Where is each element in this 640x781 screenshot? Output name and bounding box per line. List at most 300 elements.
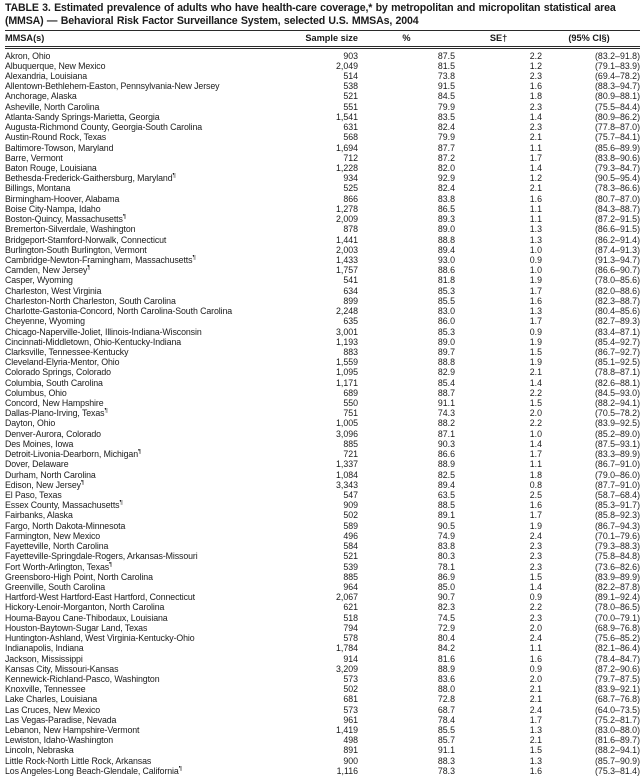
se-cell: 1.6 (529, 295, 542, 306)
sample-size-cell: 635 (343, 316, 358, 327)
table-row (5, 296, 640, 306)
sample-size-cell: 518 (343, 612, 358, 623)
se-cell: 1.9 (529, 357, 542, 368)
ci-cell: (80.9–88.1) (595, 91, 640, 102)
percent-cell: 93.0 (437, 254, 455, 265)
mmsa-cell: Durham, North Carolina (5, 469, 96, 480)
mmsa-cell: Fargo, North Dakota-Minnesota (5, 520, 126, 531)
ci-cell: (75.3–81.4) (595, 765, 640, 776)
sample-size-cell: 578 (343, 633, 358, 644)
mmsa-cell: Des Moines, Iowa (5, 438, 74, 449)
ci-cell: (75.8–84.8) (595, 551, 640, 562)
percent-cell: 89.0 (437, 224, 455, 235)
ci-cell: (75.6–85.2) (595, 633, 640, 644)
mmsa-cell: Hartford-West Hartford-East Hartford, Connecticut (5, 592, 196, 603)
table-row (5, 735, 640, 745)
mmsa-cell: Greensboro-High Point, North Carolina (5, 571, 153, 582)
se-cell: 1.3 (529, 306, 542, 317)
ci-cell: (87.4–91.3) (595, 244, 640, 255)
se-cell: 0.9 (529, 326, 542, 337)
se-cell: 1.6 (529, 500, 542, 511)
mmsa-cell: Baltimore-Towson, Maryland (5, 142, 114, 153)
sample-size-cell: 689 (343, 387, 358, 398)
percent-cell: 83.8 (437, 193, 455, 204)
sample-size-cell: 866 (343, 193, 358, 204)
ci-cell: (82.0–88.6) (595, 285, 640, 296)
table-row (5, 265, 640, 275)
sample-size-cell: 521 (343, 91, 358, 102)
table-row (5, 378, 640, 388)
percent-cell: 89.0 (437, 336, 455, 347)
percent-cell: 86.6 (437, 449, 455, 460)
se-cell: 1.5 (529, 398, 542, 409)
mmsa-cell: Lewiston, Idaho-Washington (5, 735, 114, 746)
sample-size-cell: 538 (343, 81, 358, 92)
table-row (5, 316, 640, 326)
footnote-marker: ¶ (172, 173, 176, 180)
mmsa-cell: Birmingham-Hoover, Alabama (5, 193, 120, 204)
mmsa-cell: Bridgeport-Stamford-Norwalk, Connecticut (5, 234, 167, 245)
se-cell: 1.0 (529, 244, 542, 255)
se-cell: 2.1 (529, 132, 542, 143)
table-row (5, 173, 640, 183)
se-cell: 1.4 (529, 438, 542, 449)
se-cell: 2.4 (529, 530, 542, 541)
ci-cell: (83.0–88.0) (595, 725, 640, 736)
sample-size-cell: 900 (343, 755, 358, 766)
ci-cell: (82.6–88.1) (595, 377, 640, 388)
mmsa-cell: Hickory-Lenoir-Morganton, North Carolina (5, 602, 165, 613)
sample-size-cell: 568 (343, 132, 358, 143)
sample-size-cell: 899 (343, 295, 358, 306)
sample-size-cell: 1,193 (335, 336, 358, 347)
mmsa-cell: Boston-Quincy, Massachusetts¶ (5, 214, 127, 225)
percent-cell: 82.4 (437, 122, 455, 133)
table-row (5, 235, 640, 245)
table-row (5, 224, 640, 234)
table-header (5, 30, 640, 47)
sample-size-cell: 2,248 (335, 306, 358, 317)
mmsa-cell: Cheyenne, Wyoming (5, 316, 85, 327)
table-row (5, 61, 640, 71)
mmsa-cell: Fairbanks, Alaska (5, 510, 73, 521)
mmsa-cell: Augusta-Richmond County, Georgia-South Carolina (5, 122, 203, 133)
ci-cell: (83.3–89.9) (595, 449, 640, 460)
se-cell: 1.4 (529, 377, 542, 388)
sample-size-cell: 550 (343, 398, 358, 409)
se-cell: 1.6 (529, 193, 542, 204)
table-row (5, 327, 640, 337)
mmsa-cell: Lake Charles, Louisiana (5, 694, 98, 705)
sample-size-cell: 2,049 (335, 60, 358, 71)
sample-size-cell: 3,209 (335, 663, 358, 674)
sample-size-cell: 541 (343, 275, 358, 286)
percent-cell: 74.9 (437, 530, 455, 541)
se-cell: 1.1 (529, 643, 542, 654)
percent-cell: 80.3 (437, 551, 455, 562)
ci-cell: (83.2–91.8) (595, 50, 640, 61)
sample-size-cell: 1,095 (335, 367, 358, 378)
sample-size-cell: 1,005 (335, 418, 358, 429)
ci-cell: (82.1–86.4) (595, 643, 640, 654)
table-row (5, 122, 640, 132)
mmsa-cell: Detroit-Livonia-Dearborn, Michigan¶ (5, 449, 142, 460)
sample-size-cell: 1,116 (336, 765, 358, 776)
table-body (5, 47, 640, 776)
ci-cell: (83.4–87.1) (595, 326, 640, 337)
mmsa-cell: Chicago-Naperville-Joliet, Illinois-Indiana-Wisconsin (5, 326, 202, 337)
table-row (5, 480, 640, 490)
table-row (5, 551, 640, 561)
mmsa-cell: Austin-Round Rock, Texas (5, 132, 107, 143)
percent-cell: 83.8 (437, 541, 455, 552)
table-row (5, 347, 640, 357)
ci-cell: (86.7–94.3) (595, 520, 640, 531)
percent-cell: 81.5 (437, 60, 455, 71)
percent-cell: 74.3 (437, 408, 455, 419)
ci-cell: (77.8–87.0) (595, 122, 640, 133)
mmsa-cell: Farmington, New Mexico (5, 530, 101, 541)
sample-size-cell: 539 (343, 561, 358, 572)
ci-cell: (79.7–87.5) (595, 673, 640, 684)
se-cell: 1.7 (529, 316, 542, 327)
se-cell: 2.1 (529, 183, 542, 194)
sample-size-cell: 794 (343, 622, 358, 633)
se-cell: 1.0 (529, 265, 542, 276)
percent-cell: 78.3 (437, 765, 455, 776)
table-row (5, 766, 640, 776)
table-row (5, 163, 640, 173)
table-row (5, 153, 640, 163)
footnote-marker: ¶ (104, 408, 108, 415)
mmsa-cell: Kennewick-Richland-Pasco, Washington (5, 673, 160, 684)
sample-size-cell: 751 (343, 408, 358, 419)
percent-cell: 89.4 (437, 244, 455, 255)
table-row (5, 275, 640, 285)
table-row (5, 562, 640, 572)
percent-cell: 72.8 (437, 694, 455, 705)
ci-cell: (86.2–91.4) (595, 234, 640, 245)
footnote-marker: ¶ (109, 561, 113, 568)
percent-cell: 74.5 (437, 612, 455, 623)
ci-cell: (83.9–89.9) (595, 571, 640, 582)
ci-cell: (83.8–90.6) (595, 152, 640, 163)
table-row (5, 602, 640, 612)
mmsa-cell: Asheville, North Carolina (5, 101, 100, 112)
ci-cell: (84.5–93.0) (595, 387, 640, 398)
ci-cell: (80.7–87.0) (595, 193, 640, 204)
column-header-sample-size: Sample size (296, 30, 358, 47)
percent-cell: 81.8 (437, 275, 455, 286)
ci-cell: (87.5–93.1) (595, 438, 640, 449)
percent-cell: 91.1 (437, 745, 455, 756)
mmsa-cell: Colorado Springs, Colorado (5, 367, 111, 378)
footnote-marker: ¶ (178, 765, 183, 772)
sample-size-cell: 878 (343, 224, 358, 235)
mmsa-cell: Akron, Ohio (5, 50, 51, 61)
table-row (5, 623, 640, 633)
percent-cell: 88.2 (437, 418, 455, 429)
ci-cell: (85.3–91.7) (595, 500, 640, 511)
footnote-marker: ¶ (122, 214, 127, 221)
percent-cell: 88.5 (437, 500, 455, 511)
se-cell: 2.2 (529, 602, 542, 613)
footnote-marker: ¶ (138, 449, 142, 456)
mmsa-cell: Essex County, Massachusetts¶ (5, 500, 123, 511)
percent-cell: 83.5 (437, 111, 455, 122)
se-cell: 1.4 (529, 163, 542, 173)
percent-cell: 85.0 (437, 581, 455, 592)
sample-size-cell: 681 (343, 694, 358, 705)
se-cell: 1.5 (529, 346, 542, 357)
mmsa-cell: El Paso, Texas (5, 490, 62, 500)
ci-cell: (88.2–94.1) (595, 745, 640, 756)
mmsa-cell: Greenville, South Carolina (5, 581, 106, 592)
table-row (5, 47, 640, 61)
sample-size-cell: 909 (343, 500, 358, 511)
percent-cell: 88.6 (437, 265, 455, 276)
se-cell: 1.1 (529, 203, 542, 214)
table-row (5, 204, 640, 214)
mmsa-cell: Los Angeles-Long Beach-Glendale, California¶ (5, 765, 183, 776)
se-cell: 1.5 (529, 745, 542, 756)
mmsa-cell: Camden, New Jersey¶ (5, 265, 91, 276)
ci-cell: (85.2–89.0) (595, 428, 640, 439)
se-cell: 1.9 (529, 275, 542, 286)
table-row (5, 183, 640, 193)
mmsa-cell: Lebanon, New Hampshire-Vermont (5, 725, 140, 736)
footnote-marker: ¶ (87, 265, 91, 272)
ci-cell: (79.3–88.3) (595, 541, 640, 552)
ci-cell: (75.7–84.1) (595, 132, 640, 143)
mmsa-cell: Kansas City, Missouri-Kansas (5, 663, 119, 674)
se-cell: 0.8 (529, 479, 542, 490)
sample-size-cell: 2,067 (335, 592, 358, 603)
mmsa-cell: Knoxville, Tennessee (5, 684, 86, 695)
se-cell: 1.3 (529, 725, 542, 736)
percent-cell: 72.9 (437, 622, 455, 633)
percent-cell: 87.2 (437, 152, 455, 163)
percent-cell: 84.2 (437, 643, 455, 654)
ci-cell: (87.7–91.0) (595, 479, 640, 490)
mmsa-cell: Houma-Bayou Cane-Thibodaux, Louisiana (5, 612, 168, 623)
table-row (5, 705, 640, 715)
ci-cell: (91.3–94.7) (595, 254, 640, 265)
percent-cell: 85.7 (437, 735, 455, 746)
mmsa-cell: Billings, Montana (5, 183, 71, 194)
table-row (5, 132, 640, 142)
percent-cell: 89.1 (437, 510, 455, 521)
sample-size-cell: 1,441 (335, 234, 358, 245)
table-row (5, 286, 640, 296)
table-row (5, 572, 640, 582)
sample-size-cell: 589 (343, 520, 358, 531)
mmsa-cell: Indianapolis, Indiana (5, 643, 84, 654)
ci-cell: (81.6–89.7) (595, 735, 640, 746)
percent-cell: 90.3 (437, 438, 455, 449)
mmsa-cell: Allentown-Bethlehem-Easton, Pennsylvania-New Jersey (5, 81, 220, 92)
mmsa-cell: Barre, Vermont (5, 152, 63, 163)
percent-cell: 91.1 (437, 398, 455, 409)
percent-cell: 81.6 (437, 653, 455, 664)
header-row (5, 30, 640, 47)
table-row (5, 245, 640, 255)
se-cell: 2.2 (529, 387, 542, 398)
percent-cell: 78.4 (437, 714, 455, 725)
table-row (5, 521, 640, 531)
table-row (5, 306, 640, 316)
percent-cell: 91.5 (437, 81, 455, 92)
se-cell: 1.8 (529, 91, 542, 102)
se-cell: 1.7 (529, 449, 542, 460)
mmsa-cell: Lincoln, Nebraska (5, 745, 74, 756)
table-row (5, 684, 640, 694)
sample-size-cell: 1,784 (335, 643, 358, 654)
percent-cell: 63.5 (437, 490, 455, 500)
ci-cell: (78.3–86.6) (595, 183, 640, 194)
table-row (5, 745, 640, 755)
percent-cell: 88.7 (437, 387, 455, 398)
percent-cell: 68.7 (437, 704, 455, 715)
se-cell: 1.3 (529, 234, 542, 245)
table-row (5, 756, 640, 766)
table-row (5, 408, 640, 418)
se-cell: 2.3 (529, 551, 542, 562)
mmsa-cell: Cleveland-Elyria-Mentor, Ohio (5, 357, 120, 368)
se-cell: 1.4 (529, 111, 542, 122)
sample-size-cell: 1,559 (335, 357, 358, 368)
se-cell: 1.0 (529, 428, 542, 439)
se-cell: 1.1 (529, 214, 542, 225)
percent-cell: 87.5 (437, 50, 455, 61)
footnote-marker: ¶ (192, 254, 196, 262)
sample-size-cell: 712 (343, 152, 358, 163)
percent-cell: 85.5 (437, 725, 455, 736)
percent-cell: 85.3 (437, 285, 455, 296)
table-row (5, 439, 640, 449)
mmsa-cell: Dover, Delaware (5, 459, 69, 470)
sample-size-cell: 934 (343, 173, 358, 184)
ci-cell: (89.1–92.4) (595, 592, 640, 603)
se-cell: 1.6 (529, 765, 542, 776)
ci-cell: (78.8–87.1) (595, 367, 640, 378)
percent-cell: 82.5 (437, 469, 455, 480)
sample-size-cell: 502 (343, 510, 358, 521)
table-row (5, 592, 640, 602)
table-row (5, 194, 640, 204)
column-header-ci: (95% CI§) (542, 30, 640, 47)
percent-cell: 82.9 (437, 367, 455, 378)
ci-cell: (86.7–92.7) (595, 346, 640, 357)
sample-size-cell: 631 (343, 122, 358, 133)
sample-size-cell: 1,433 (335, 254, 358, 265)
table-row (5, 143, 640, 153)
sample-size-cell: 514 (343, 71, 358, 82)
percent-cell: 85.5 (437, 295, 455, 306)
table-row (5, 449, 640, 459)
percent-cell: 88.3 (437, 755, 455, 766)
percent-cell: 88.8 (437, 234, 455, 245)
table-row (5, 388, 640, 398)
ci-cell: (86.6–90.7) (595, 265, 640, 276)
se-cell: 1.8 (529, 469, 542, 480)
mmsa-cell: Bethesda-Frederick-Gaithersburg, Maryland¶ (5, 173, 176, 184)
mmsa-cell: Baton Rouge, Louisiana (5, 163, 97, 173)
ci-cell: (79.3–84.7) (595, 163, 640, 173)
se-cell: 2.0 (529, 408, 542, 419)
sample-size-cell: 634 (343, 285, 358, 296)
sample-size-cell: 1,694 (335, 142, 358, 153)
percent-cell: 89.3 (437, 214, 455, 225)
table-row (5, 357, 640, 367)
mmsa-cell: Casper, Wyoming (5, 275, 73, 286)
table-row (5, 429, 640, 439)
mmsa-cell: Las Cruces, New Mexico (5, 704, 101, 715)
se-cell: 1.7 (529, 510, 542, 521)
ci-cell: (80.4–85.6) (595, 306, 640, 317)
table-row (5, 674, 640, 684)
mmsa-cell: Dayton, Ohio (5, 418, 56, 429)
ci-cell: (88.3–94.7) (595, 81, 640, 92)
se-cell: 2.3 (529, 101, 542, 112)
se-cell: 0.9 (529, 592, 542, 603)
percent-cell: 85.4 (437, 377, 455, 388)
sample-size-cell: 502 (343, 684, 358, 695)
ci-cell: (80.9–86.2) (595, 111, 640, 122)
percent-cell: 89.7 (437, 346, 455, 357)
sample-size-cell: 551 (343, 101, 358, 112)
se-cell: 1.7 (529, 152, 542, 163)
mmsa-cell: Anchorage, Alaska (5, 91, 77, 102)
mmsa-cell: Alexandria, Louisiana (5, 71, 88, 82)
ci-cell: (85.8–92.3) (595, 510, 640, 521)
table-row (5, 531, 640, 541)
sample-size-cell: 1,419 (335, 725, 358, 736)
sample-size-cell: 525 (343, 183, 358, 194)
table-row (5, 500, 640, 510)
percent-cell: 73.8 (437, 71, 455, 82)
percent-cell: 82.0 (437, 163, 455, 173)
sample-size-cell: 547 (343, 490, 358, 500)
ci-cell: (86.6–91.5) (595, 224, 640, 235)
se-cell: 1.9 (529, 336, 542, 347)
ci-cell: (68.9–76.8) (595, 622, 640, 633)
mmsa-cell: Charleston, West Virginia (5, 285, 102, 296)
percent-cell: 88.9 (437, 459, 455, 470)
se-cell: 1.1 (529, 459, 542, 470)
table-row (5, 694, 640, 704)
table-row (5, 643, 640, 653)
prevalence-table (5, 30, 640, 777)
se-cell: 2.5 (529, 490, 542, 500)
ci-cell: (78.4–84.7) (595, 653, 640, 664)
mmsa-cell: Cincinnati-Middletown, Ohio-Kentucky-Indiana (5, 336, 182, 347)
sample-size-cell: 885 (343, 438, 358, 449)
mmsa-cell: Bremerton-Silverdale, Washington (5, 224, 136, 235)
mmsa-cell: Charlotte-Gastonia-Concord, North Carolina-South Carolina (5, 306, 233, 317)
column-header-percent: % (358, 30, 455, 47)
percent-cell: 89.4 (437, 479, 455, 490)
sample-size-cell: 1,278 (335, 203, 358, 214)
ci-cell: (82.2–87.8) (595, 581, 640, 592)
table-row (5, 91, 640, 101)
table-row (5, 398, 640, 408)
se-cell: 2.3 (529, 561, 542, 572)
sample-size-cell: 1,084 (335, 469, 358, 480)
ci-cell: (85.1–92.5) (595, 357, 640, 368)
sample-size-cell: 496 (343, 530, 358, 541)
table-row (5, 112, 640, 122)
